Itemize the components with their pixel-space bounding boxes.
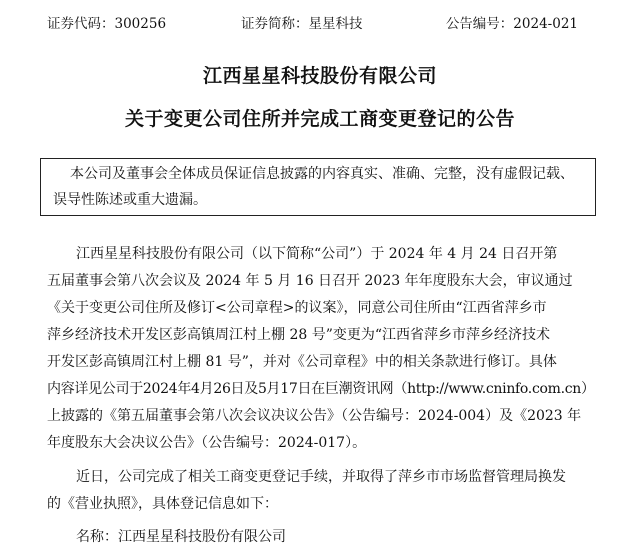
company-title: 江西星星科技股份有限公司	[202, 65, 437, 87]
paragraph-line: 萍乡经济技术开发区彭高镇周江村上棚 28 号”变更为“江西省萍乡市萍乡经济技术	[47, 327, 551, 343]
disclaimer-line: 本公司及董事会全体成员保证信息披露的内容真实、准确、完整，没有虚假记载、	[70, 166, 574, 182]
paragraph-line: 的《营业执照》，具体登记信息如下：	[47, 496, 278, 512]
paragraph-line: 江西星星科技股份有限公司（以下简称“公司”）于 2024 年 4 月 24 日召开第	[76, 246, 558, 262]
disclaimer-box	[40, 158, 596, 216]
document-header	[0, 12, 640, 32]
stock-code: 证券代码：300256	[47, 16, 167, 32]
paragraph-line: 《关于变更公司住所及修订<公司章程>的议案》，同意公司住所由“江西省萍乡市	[47, 300, 547, 316]
paragraph-line: 近日，公司完成了相关工商变更登记手续，并取得了萍乡市市场监督管理局换发	[76, 469, 566, 485]
paragraph-line: 开发区彭高镇周江村上棚 81 号”，并对《公司章程》中的相关条款进行修订。具体	[47, 354, 557, 370]
disclaimer-line: 误导性陈述或重大遗漏。	[53, 192, 207, 208]
announcement-number: 公告编号：2024-021	[445, 16, 578, 32]
paragraph-line: 上披露的《第五届董事会第八次会议决议公告》（公告编号：2024-004）及《2023 年	[47, 408, 582, 424]
registration-name-line: 名称：江西星星科技股份有限公司	[76, 529, 286, 545]
paragraph-line: 年度股东大会决议公告》（公告编号：2024-017）。	[47, 435, 367, 451]
paragraph-line: 五届董事会第八次会议及 2024 年 5 月 16 日召开 2023 年年度股东大会，审议通过	[47, 273, 573, 289]
stock-abbreviation: 证券简称：星星科技	[241, 16, 363, 32]
paragraph-line: 内容详见公司于2024年4月26日及5月17日在巨潮资讯网（http://www.cninfo.com.cn）	[47, 381, 595, 397]
announcement-title: 关于变更公司住所并完成工商变更登记的公告	[124, 108, 515, 130]
